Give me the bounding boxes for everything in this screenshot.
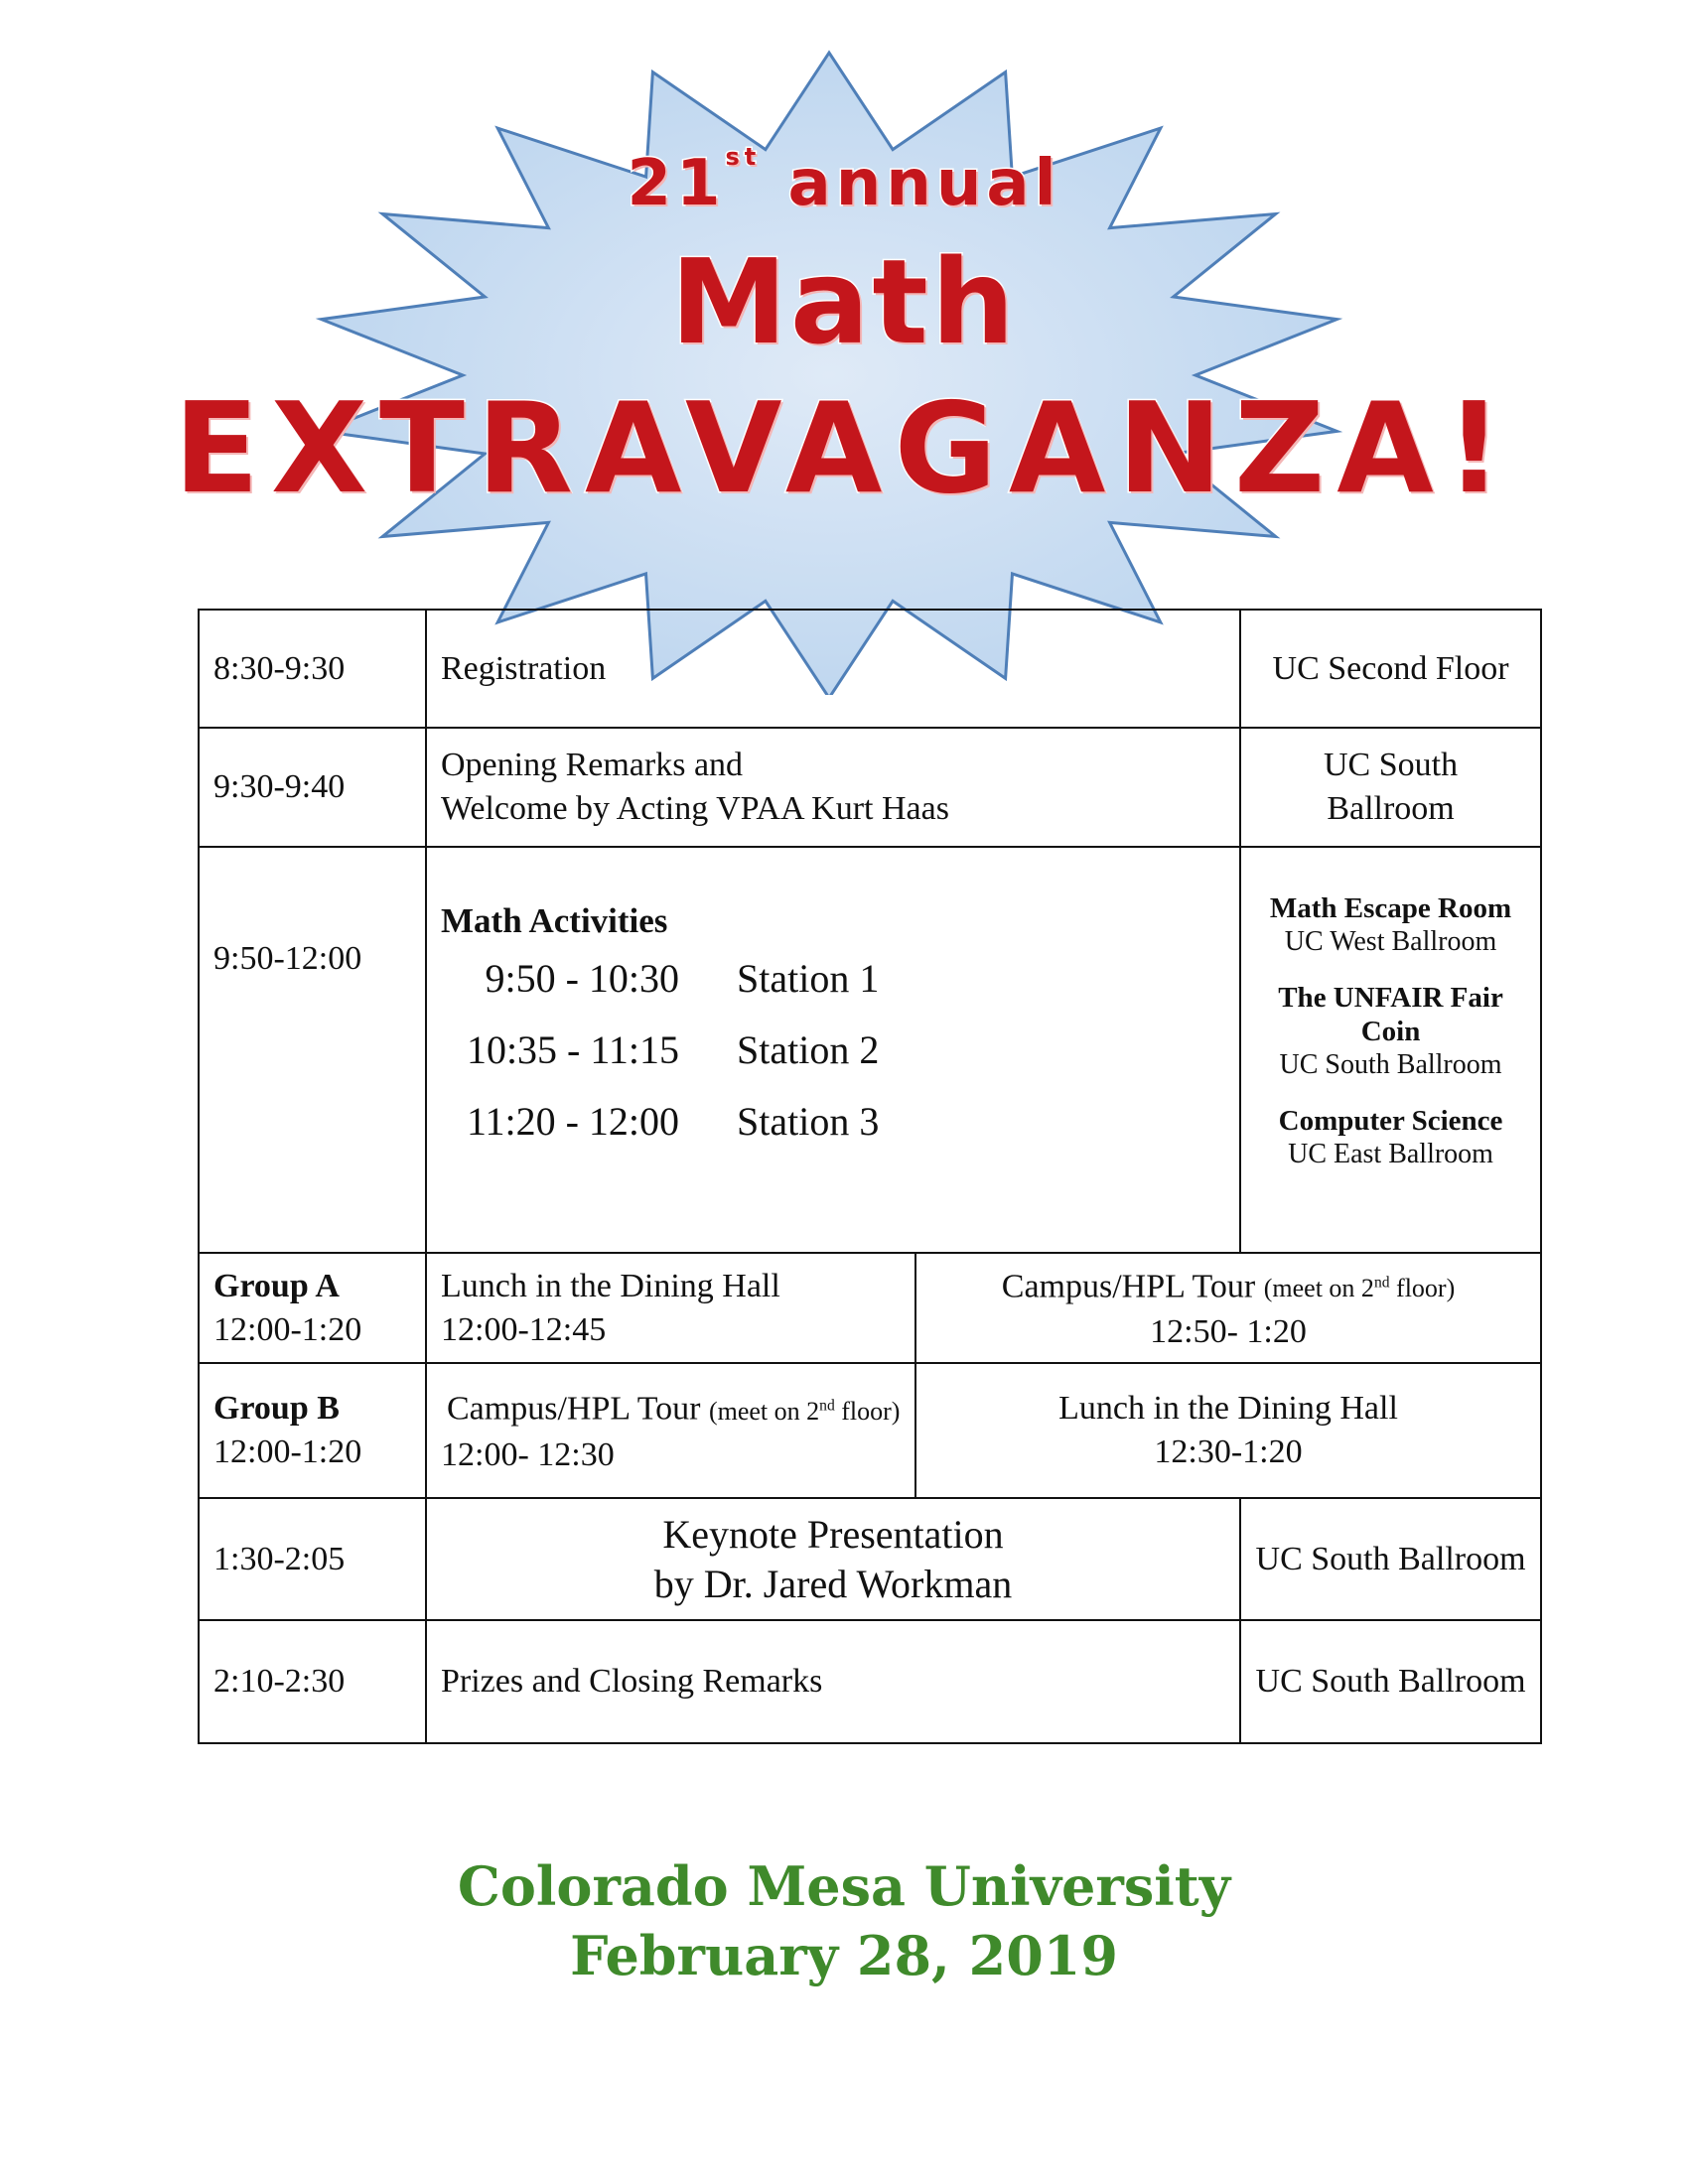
group-a-right-cell bbox=[915, 1253, 1541, 1363]
location-block bbox=[1255, 1104, 1526, 1171]
time-cell: 8:30-9:30 bbox=[199, 610, 426, 728]
location-cell bbox=[1240, 728, 1541, 847]
activities-heading: Math Activities bbox=[441, 901, 668, 940]
time-cell: 2:10-2:30 bbox=[199, 1620, 426, 1743]
activity-time: 12:50- 1:20 bbox=[1150, 1313, 1307, 1351]
location-line: UC South bbox=[1323, 747, 1459, 783]
group-label: Group B bbox=[213, 1390, 340, 1427]
location-block bbox=[1255, 891, 1526, 959]
group-a-cell bbox=[199, 1253, 426, 1363]
note-pre: (meet on 2 bbox=[1263, 1274, 1374, 1303]
time-cell: 1:30-2:05 bbox=[199, 1498, 426, 1620]
location-line: Ballroom bbox=[1327, 790, 1455, 827]
station-name: Station 1 bbox=[737, 956, 880, 1001]
group-a-left-cell bbox=[426, 1253, 915, 1363]
activity-time: 12:30-1:20 bbox=[1154, 1433, 1303, 1470]
group-time: 12:00-1:20 bbox=[213, 1310, 362, 1348]
activities-locations-cell bbox=[1240, 847, 1541, 1253]
activities-cell bbox=[426, 847, 1240, 1253]
location-block bbox=[1255, 981, 1526, 1082]
header-ordinal: 21 bbox=[627, 147, 726, 220]
event-line: Welcome by Acting VPAA Kurt Haas bbox=[441, 790, 949, 827]
station-name: Station 3 bbox=[737, 1099, 880, 1144]
activity-time: 12:00-12:45 bbox=[441, 1310, 607, 1348]
event-line: Opening Remarks and bbox=[441, 747, 744, 783]
station-time: 9:50 - 10:30 bbox=[485, 956, 679, 1001]
station-time: 11:20 - 12:00 bbox=[466, 1099, 679, 1144]
activity-note bbox=[709, 1397, 900, 1426]
location-cell: UC Second Floor bbox=[1240, 610, 1541, 728]
footer-date: February 28, 2019 bbox=[570, 1924, 1118, 1987]
event-cell: Prizes and Closing Remarks bbox=[426, 1620, 1240, 1743]
header-annual bbox=[0, 143, 1688, 220]
activity-title: Lunch in the Dining Hall bbox=[441, 1267, 780, 1304]
activity-title: Campus/HPL Tour bbox=[1001, 1268, 1256, 1305]
event-line: by Dr. Jared Workman bbox=[653, 1561, 1013, 1606]
group-b-left-cell bbox=[426, 1363, 915, 1498]
activity-title-line bbox=[441, 1384, 901, 1433]
location-cell: UC South Ballroom bbox=[1240, 1620, 1541, 1743]
group-time: 12:00-1:20 bbox=[213, 1433, 362, 1470]
schedule-row-closing bbox=[199, 1620, 1541, 1743]
group-b-cell bbox=[199, 1363, 426, 1498]
schedule-row-keynote bbox=[199, 1498, 1541, 1620]
group-b-right-cell bbox=[915, 1363, 1541, 1498]
note-post: floor) bbox=[834, 1396, 901, 1426]
header-math: Math bbox=[670, 233, 1018, 370]
header-annual-word: annual bbox=[787, 147, 1061, 220]
note-sup: nd bbox=[1373, 1274, 1390, 1292]
schedule-row-activities bbox=[199, 847, 1541, 1253]
footer-university: Colorado Mesa University bbox=[457, 1854, 1231, 1918]
activity-title-line bbox=[930, 1262, 1526, 1311]
location-place: UC West Ballroom bbox=[1284, 926, 1497, 957]
location-cell: UC South Ballroom bbox=[1240, 1498, 1541, 1620]
header-ordinal-suffix: st bbox=[725, 143, 762, 171]
location-title: Computer Science bbox=[1278, 1105, 1503, 1137]
event-cell: Registration bbox=[426, 610, 1240, 728]
event-cell bbox=[426, 1498, 1240, 1620]
event-cell bbox=[426, 728, 1240, 847]
time-cell: 9:50-12:00 bbox=[199, 847, 426, 1253]
schedule-row-registration bbox=[199, 610, 1541, 728]
location-place: UC East Ballroom bbox=[1288, 1139, 1493, 1169]
schedule-row-group-b bbox=[199, 1363, 1541, 1498]
schedule-row-opening bbox=[199, 728, 1541, 847]
activity-note bbox=[1264, 1274, 1455, 1302]
event-line: Keynote Presentation bbox=[662, 1511, 1004, 1557]
schedule-table bbox=[198, 609, 1542, 1744]
schedule-row-group-a bbox=[199, 1253, 1541, 1363]
activity-title: Lunch in the Dining Hall bbox=[1058, 1390, 1398, 1427]
station-row bbox=[441, 1015, 1225, 1086]
location-title: The UNFAIR Fair Coin bbox=[1278, 982, 1503, 1047]
station-name: Station 2 bbox=[737, 1027, 880, 1072]
group-label: Group A bbox=[213, 1267, 340, 1304]
header-extravaganza: EXTRAVAGANZA! bbox=[173, 375, 1515, 521]
note-pre: (meet on 2 bbox=[708, 1396, 820, 1426]
station-time: 10:35 - 11:15 bbox=[466, 1027, 679, 1072]
station-row bbox=[441, 943, 1225, 1015]
note-sup: nd bbox=[819, 1397, 835, 1415]
station-row bbox=[441, 1086, 1225, 1158]
time-cell: 9:30-9:40 bbox=[199, 728, 426, 847]
location-title: Math Escape Room bbox=[1269, 892, 1512, 924]
activity-time: 12:00- 12:30 bbox=[441, 1435, 615, 1473]
activity-title: Campus/HPL Tour bbox=[447, 1390, 701, 1428]
note-post: floor) bbox=[1389, 1274, 1456, 1303]
location-place: UC South Ballroom bbox=[1279, 1049, 1502, 1080]
